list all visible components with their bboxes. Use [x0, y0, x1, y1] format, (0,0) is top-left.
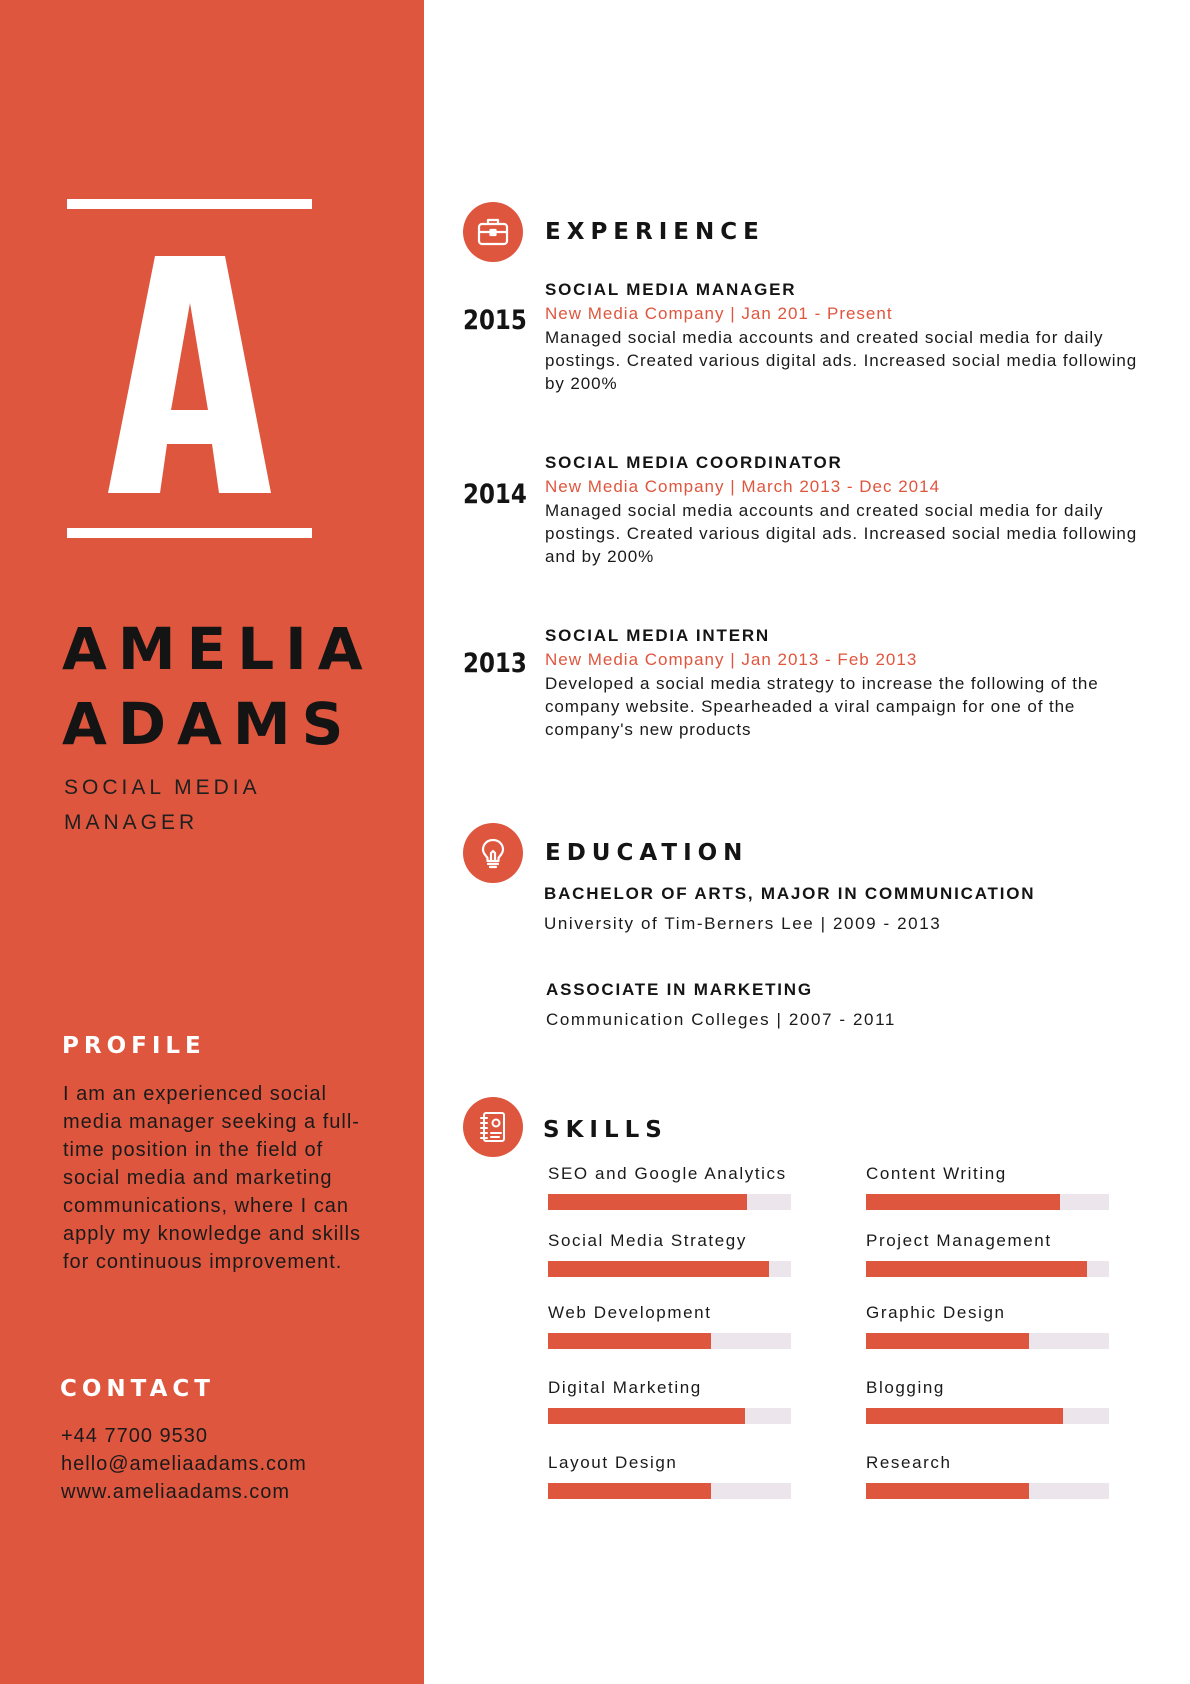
lightbulb-icon	[463, 823, 523, 883]
skill-bar-fill	[866, 1194, 1060, 1210]
experience-year: 2015	[463, 305, 527, 336]
skill-name: Digital Marketing	[548, 1378, 702, 1397]
contact-phone: +44 7700 9530	[61, 1425, 209, 1447]
profile-text: I am an experienced social media manager seeking a full-time position in the field of social media and marketing communications, where I can apply my knowledge and skills for continuous improvement.	[63, 1083, 362, 1273]
skill-bar-fill	[548, 1408, 745, 1424]
degree: BACHELOR OF ARTS, MAJOR IN COMMUNICATION	[544, 884, 1036, 903]
skill-item	[548, 1230, 793, 1277]
person-title: SOCIAL MEDIA MANAGER	[64, 776, 260, 834]
skill-bar	[866, 1408, 1109, 1424]
school: Communication Colleges | 2007 - 2011	[546, 1010, 896, 1029]
skill-name: Project Management	[866, 1231, 1052, 1250]
last-name: ADAMS	[62, 690, 355, 758]
job-title: SOCIAL MEDIA MANAGER	[545, 280, 797, 299]
education-heading: EDUCATION	[545, 840, 749, 866]
education-item	[546, 978, 1146, 1034]
skill-item	[866, 1230, 1111, 1277]
monogram-top-rule	[67, 199, 312, 209]
experience-item	[545, 278, 1145, 395]
skill-name: Web Development	[548, 1303, 712, 1322]
skill-bar-fill	[548, 1333, 711, 1349]
person-name	[62, 612, 374, 762]
skill-name: Content Writing	[866, 1164, 1007, 1183]
experience-year: 2014	[463, 479, 527, 510]
skill-bar-fill	[548, 1194, 747, 1210]
skill-name: Social Media Strategy	[548, 1231, 747, 1250]
experience-heading: EXPERIENCE	[545, 219, 765, 245]
skill-bar	[548, 1261, 791, 1277]
skill-item	[866, 1163, 1111, 1210]
skill-bar-fill	[866, 1408, 1063, 1424]
skill-item	[866, 1377, 1111, 1424]
sidebar	[0, 0, 424, 1684]
experience-year: 2013	[463, 648, 527, 679]
skill-name: SEO and Google Analytics	[548, 1164, 787, 1183]
skill-bar-fill	[866, 1333, 1029, 1349]
contact-website[interactable]: www.ameliaadams.com	[61, 1481, 291, 1503]
skill-item	[548, 1302, 793, 1349]
skill-bar	[548, 1483, 791, 1499]
education-item	[544, 882, 1144, 938]
job-description: Managed social media accounts and created social media for daily postings. Created various digital ads. Increased social media following and by 200%	[545, 501, 1138, 566]
monogram-logo	[67, 256, 312, 501]
skill-name: Graphic Design	[866, 1303, 1006, 1322]
skill-item	[866, 1302, 1111, 1349]
skill-item	[866, 1452, 1111, 1499]
skill-bar-fill	[548, 1261, 769, 1277]
skill-bar	[548, 1408, 791, 1424]
skill-item	[548, 1452, 793, 1499]
skill-item	[548, 1163, 793, 1210]
first-name: AMELIA	[62, 615, 374, 683]
skill-bar	[548, 1194, 791, 1210]
job-meta: New Media Company | Jan 2013 - Feb 2013	[545, 650, 918, 669]
job-title: SOCIAL MEDIA INTERN	[545, 626, 770, 645]
skill-bar-fill	[866, 1261, 1087, 1277]
job-description: Developed a social media strategy to increase the following of the company website. Spearheaded a viral campaign for one of the company's new products	[545, 674, 1099, 739]
degree: ASSOCIATE IN MARKETING	[546, 980, 813, 999]
skill-bar	[866, 1483, 1109, 1499]
skill-bar-fill	[548, 1483, 711, 1499]
contact-list	[61, 1422, 307, 1506]
skill-bar	[866, 1194, 1109, 1210]
skill-name: Blogging	[866, 1378, 945, 1397]
skill-name: Layout Design	[548, 1453, 678, 1472]
experience-item	[545, 451, 1145, 568]
skill-item	[548, 1377, 793, 1424]
skills-heading: SKILLS	[543, 1117, 668, 1143]
skill-bar	[866, 1333, 1109, 1349]
skill-name: Research	[866, 1453, 952, 1472]
notebook-icon	[463, 1097, 523, 1157]
skill-bar	[548, 1333, 791, 1349]
job-title: SOCIAL MEDIA COORDINATOR	[545, 453, 843, 472]
skill-bar	[866, 1261, 1109, 1277]
profile-heading: PROFILE	[62, 1033, 206, 1059]
briefcase-icon	[463, 202, 523, 262]
school: University of Tim-Berners Lee | 2009 - 2013	[544, 914, 942, 933]
job-meta: New Media Company | Jan 201 - Present	[545, 304, 893, 323]
job-meta: New Media Company | March 2013 - Dec 2014	[545, 477, 941, 496]
job-description: Managed social media accounts and created social media for daily postings. Created various digital ads. Increased social media following by 200%	[545, 328, 1138, 393]
experience-item	[545, 624, 1145, 741]
monogram-bottom-rule	[67, 528, 312, 538]
contact-email[interactable]: hello@ameliaadams.com	[61, 1453, 307, 1475]
contact-heading: CONTACT	[60, 1376, 215, 1402]
skill-bar-fill	[866, 1483, 1029, 1499]
